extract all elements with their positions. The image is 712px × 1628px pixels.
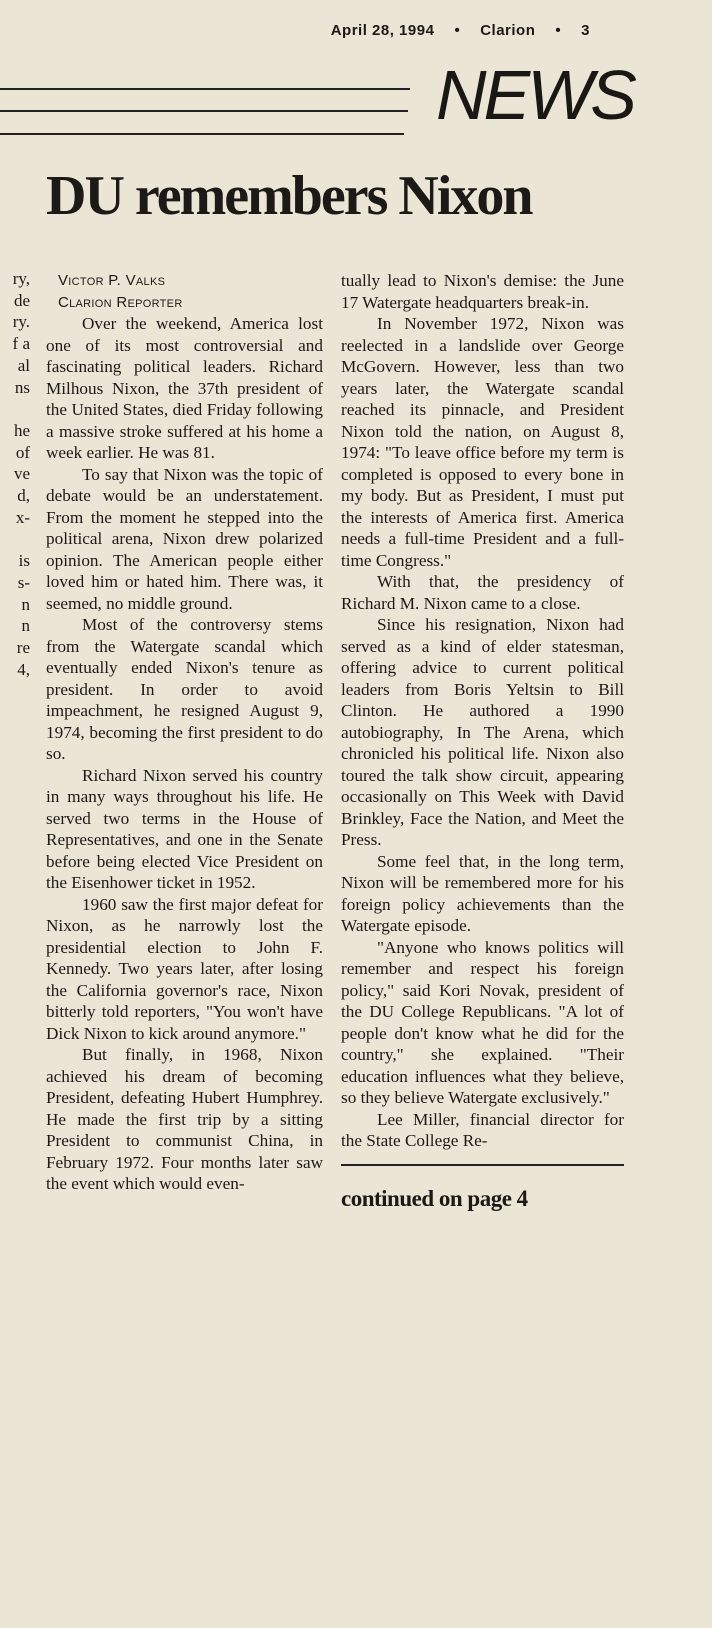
paragraph: Some feel that, in the long term, Nixon will be remembered more for his foreign policy achievements than the Watergate episode. [341,851,624,935]
fragment-line: 4, [17,659,30,679]
fragment-line: f a [12,334,30,354]
paragraph: In November 1972, Nixon was reelected in a landslide over George McGovern. However, less than two years later, the Watergate scandal reached its pinnacle, and President Nixon told the nation, on August 8, 1974: "To leave office before my term is completed is opposed to every bone in my body. But as President, I must put the interests of America first. America needs a full-time President and a full-time Congress." [341,314,624,570]
fragment-line: he [13,420,30,440]
fragment-line: de [13,290,30,310]
paragraph: Most of the controversy stems from the Watergate scandal which eventually ended Nixon's tenure as president. In order to avoid impeachment, he resigned August 9, 1974, becoming the first president to do so. [46,615,323,763]
fragment-line [0,528,30,550]
paragraph: Over the weekend, America lost one of its most controversial and fascinating political leaders. Richard Milhous Nixon, the 37th president of the United States, died Friday following a massive stroke suffered at his home a week earlier. He was 81. [46,314,323,462]
paragraph: 1960 saw the first major defeat for Nixon, as he narrowly lost the presidential election to John F. Kennedy. Two years later, after losing the California governor's race, Nixon bitterly told reporters, "You won't have Dick Nixon to kick around anymore." [46,894,323,1043]
fragment-line: ns [14,377,30,397]
fragment-line: x- [15,507,30,527]
byline-name: Victor P. Valks [58,272,166,289]
article-column-1 [46,270,323,1195]
paragraph: To say that Nixon was the topic of debate would be an understatement. From the moment he stepped into the political arena, Nixon drew polarized opinion. The American people either loved him or hated him. There was, it seemed, no middle ground. [46,464,323,613]
fragment-line: d, [17,486,30,506]
fragment-line: of [15,442,30,462]
fragment-line: ry, [12,269,30,288]
fragment-line: is [18,551,30,571]
paragraph: With that, the presidency of Richard M. Nixon came to a close. [341,572,624,613]
paragraph: Lee Miller, financial director for the State College Re- [341,1109,624,1150]
paragraph: Since his resignation, Nixon had served as a kind of elder statesman, offering advice to current political leaders from Boris Yeltsin to Bill Clinton. He authored a 1990 autobiography, In The Arena, which chronicled his political life. Nixon also toured the talk show circuit, appearing occasionally on This Week with David Brinkley, Face the Nation, and Meet the Press. [341,615,624,849]
fragment-line: re [16,637,30,657]
folio-separator: • [454,22,461,39]
previous-column-fragments [0,268,30,680]
fragment-line: ry. [12,312,30,332]
section-rule-bottom [0,133,404,135]
folio-page-number: 3 [581,22,590,39]
paragraph-continuation: tually lead to Nixon's demise: the June 17 Watergate headquarters break-in. [341,271,624,312]
section-rule-middle [0,110,408,112]
continued-on-link[interactable]: continued on page 4 [341,1185,528,1211]
folio-date: April 28, 1994 [330,22,435,39]
paragraph: But finally, in 1968, Nixon achieved his dream of becoming President, defeating Hubert Humphrey. He made the first trip by a sitting President to communist China, in February 1972. Four months later saw the event which would even- [46,1045,323,1193]
fragment-line [0,398,30,420]
fragment-line: s- [17,572,30,592]
folio-separator-2: • [555,22,562,39]
fragment-line: n [21,594,30,614]
section-title: NEWS [436,56,634,134]
fragment-line: n [21,616,30,636]
headline: DU remembers Nixon [46,165,532,227]
fragment-line: al [17,355,30,375]
byline-title: Clarion Reporter [58,293,183,311]
folio-line [0,22,712,39]
section-rule-top [0,88,410,90]
end-rule [341,1164,624,1166]
fragment-line: ve [13,464,30,484]
folio-paper-name: Clarion [480,22,536,39]
article-column-2 [341,270,624,1209]
paragraph: "Anyone who knows politics will remember and respect his foreign policy," said Kori Novak, president of the DU College Republicans. "A lot of people don't know what he did for the country," she explained. "Their education influences what they believe, so they believe Watergate exclusively." [341,937,624,1107]
paragraph: Richard Nixon served his country in many ways throughout his life. He served two terms in the House of Representatives, and one in the Senate before being elected Vice President on the Eisenhower ticket in 1952. [46,765,323,892]
